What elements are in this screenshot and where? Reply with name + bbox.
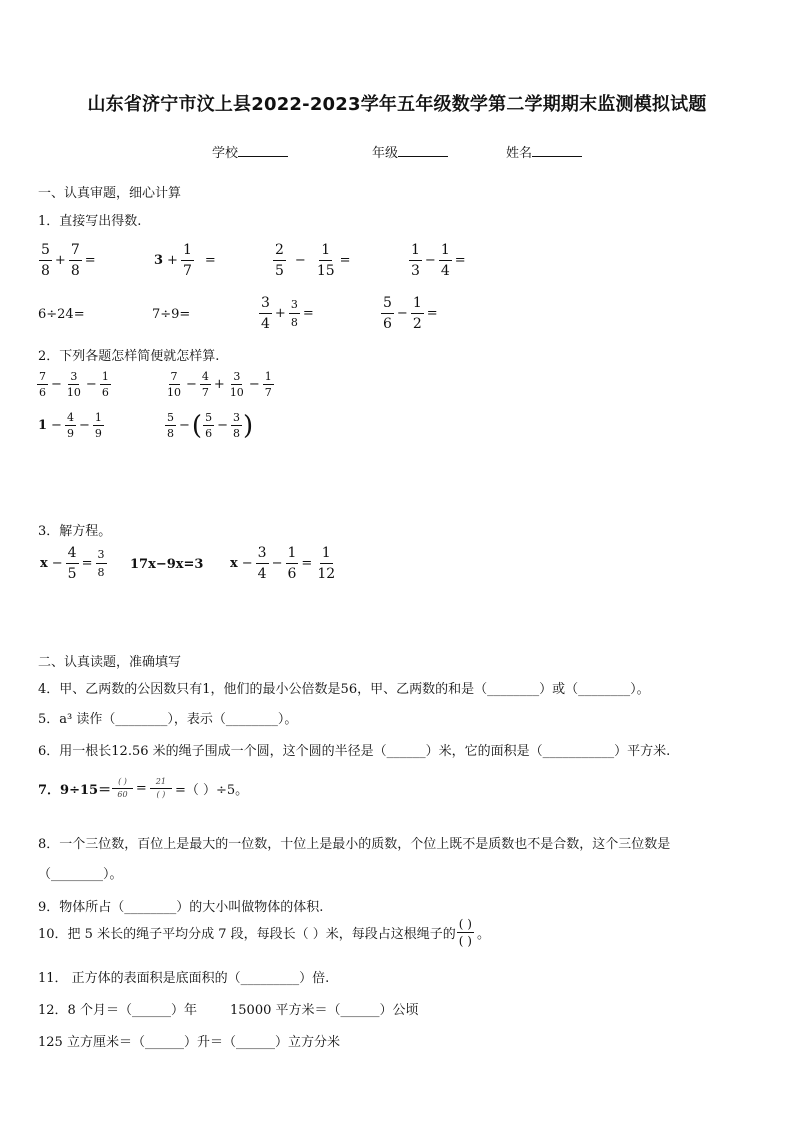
- question-4[interactable]: 4．甲、乙两数的公因数只有1，他们的最小公倍数是56，甲、乙两数的和是（________）或（________）。: [38, 682, 650, 697]
- question-9[interactable]: 9．物体所占（________）的大小叫做物体的体积.: [38, 900, 324, 915]
- school-label: 学校: [212, 146, 239, 161]
- q1-item-a: $\frac{5}{8}$ + $\frac{7}{8}$ =: [41, 242, 96, 279]
- q2-expr-2: $\frac{7}{10}$ − $\frac{4}{7}$ + $\frac{3}{10}$ − $\frac{1}{7}$: [167, 370, 272, 399]
- q3-equation-2: 17x−9x=3: [130, 557, 204, 572]
- q3-label: 3．解方程。: [38, 524, 112, 539]
- question-12-part-2[interactable]: 15000 平方米＝（______）公顷: [230, 1003, 419, 1018]
- question-5[interactable]: 5．a³ 读作（________），表示（________）。: [38, 712, 298, 727]
- name-field[interactable]: [506, 142, 582, 161]
- q1-item-f: 7÷9=: [152, 307, 191, 322]
- q3-equation-1: x − $\frac{4}{5}$ = $\frac{3}{8}$: [40, 545, 105, 582]
- q1-item-d: $\frac{1}{3}$ − $\frac{1}{4}$ =: [411, 242, 466, 279]
- q2-label: 2．下列各题怎样简便就怎样算.: [38, 349, 220, 364]
- q3-equation-3: x − $\frac{3}{4}$ − $\frac{1}{6}$ = $\frac{1}{12}$: [230, 545, 336, 582]
- q1-item-g: $\frac{3}{4}$ + $\frac{3}{8}$ =: [261, 295, 314, 332]
- fraction: $\frac{1}{3}$: [411, 242, 420, 279]
- fraction: $\frac{3}{4}$: [261, 295, 270, 332]
- question-11[interactable]: 11． 正方体的表面积是底面积的（_________）倍.: [38, 971, 330, 986]
- q2-expr-3: 1 − $\frac{4}{9}$ − $\frac{1}{9}$: [38, 411, 102, 440]
- fraction: $\frac{3}{8}$: [290, 298, 298, 329]
- grade-field[interactable]: [372, 142, 448, 161]
- name-label: 姓名: [506, 146, 533, 161]
- page-title: 山东省济宁市汶上县2022-2023学年五年级数学第二学期期末监测模拟试题: [87, 94, 707, 115]
- fraction: $\frac{1}{2}$: [412, 295, 422, 332]
- q1-item-c: $\frac{2}{5}$ − $\frac{1}{15}$ =: [275, 242, 351, 279]
- section-1-heading: 一、认真审题，细心计算: [38, 186, 182, 201]
- question-12-part-1[interactable]: 12．8 个月＝（______）年: [38, 1003, 197, 1018]
- question-6[interactable]: 6．用一根长12.56 米的绳子围成一个圆，这个圆的半径是（______）米，它的面积是（___________）平方米.: [38, 744, 671, 759]
- question-12-part-3[interactable]: 125 立方厘米＝（______）升＝（______）立方分米: [38, 1035, 340, 1050]
- question-10[interactable]: 10．把 5 米长的绳子平均分成 7 段，每段长（ ）米，每段占这根绳子的 $\frac{( )}{( )}$ 。: [38, 917, 490, 948]
- q1-label: 1．直接写出得数.: [38, 214, 142, 229]
- grade-label: 年级: [372, 146, 399, 161]
- fraction: $\frac{1}{4}$: [440, 242, 450, 279]
- fraction: $\frac{1}{7}$: [182, 242, 192, 279]
- question-8-blank[interactable]: （________）。: [38, 867, 123, 882]
- q1-item-e: 6÷24=: [38, 307, 85, 322]
- q7-fraction-1: $\frac{( )}{60}$: [112, 778, 133, 799]
- fraction: $\frac{5}{8}$: [41, 242, 50, 279]
- q7-fraction-2: $\frac{21}{( )}$: [150, 778, 172, 799]
- grade-blank[interactable]: [398, 144, 448, 157]
- fraction: $\frac{2}{5}$: [275, 242, 284, 279]
- q1-item-h: $\frac{5}{6}$ − $\frac{1}{2}$ =: [383, 295, 438, 332]
- section-2-heading: 二、认真读题，准确填写: [38, 655, 182, 670]
- school-field[interactable]: [212, 142, 288, 161]
- q1-item-b: 3 + $\frac{1}{7}$ =: [154, 242, 216, 279]
- question-7[interactable]: 7．9÷15＝ $\frac{( )}{60}$ = $\frac{21}{( )}$ =（ ）÷5。: [38, 777, 249, 799]
- q2-expr-4: $\frac{5}{8}$ − ( $\frac{5}{6}$ − $\frac{3}{8}$ ): [167, 410, 254, 441]
- question-8-line-1: 8．一个三位数，百位上是最大的一位数，十位上是最小的质数，个位上既不是质数也不是合数，这个三位数是: [38, 837, 671, 852]
- name-blank[interactable]: [532, 144, 582, 157]
- q10-blank-fraction: $\frac{( )}{( )}$: [458, 917, 472, 948]
- fraction: $\frac{5}{6}$: [383, 295, 392, 332]
- fraction: $\frac{7}{8}$: [70, 242, 80, 279]
- q2-expr-1: $\frac{7}{6}$ − $\frac{3}{10}$ − $\frac{1}{6}$: [39, 370, 109, 399]
- school-blank[interactable]: [238, 144, 288, 157]
- fraction: $\frac{1}{15}$: [316, 242, 335, 279]
